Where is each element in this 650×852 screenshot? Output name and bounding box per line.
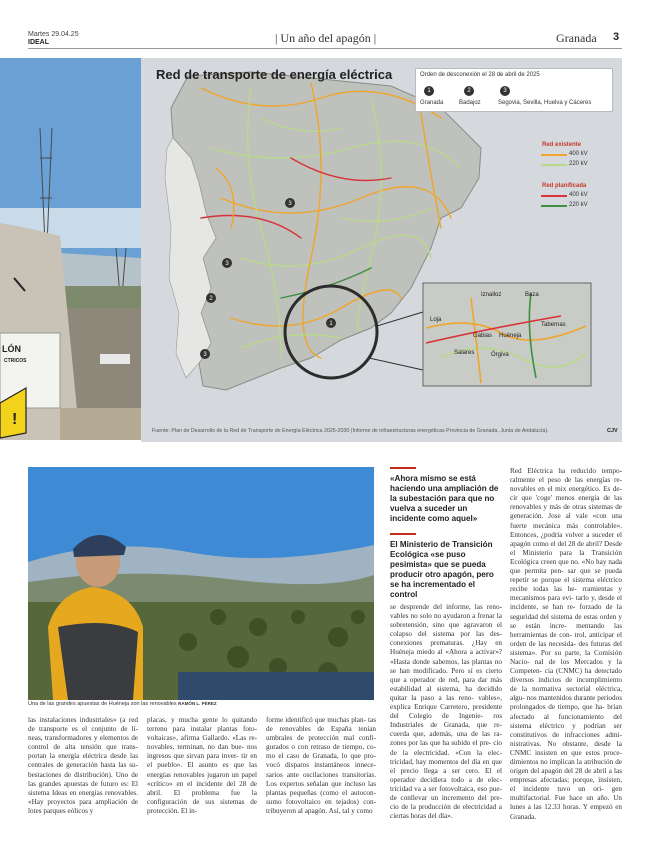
caption-credit: RAMÓN L. PÉREZ	[178, 701, 217, 706]
inset-place-hueneja: Huéneja	[499, 333, 522, 339]
article-col-1	[28, 716, 138, 816]
header-rule	[28, 48, 622, 49]
hueneja-photo	[28, 467, 374, 700]
order-heading: Orden de desconexión el 28 de abril de 2025	[420, 72, 540, 78]
map-credit: CJV	[607, 428, 618, 434]
spain-grid-map	[141, 58, 622, 442]
article-col-3	[266, 716, 376, 816]
inset-place-loja: Loja	[430, 317, 442, 323]
inset-place-baza: Baza	[525, 292, 539, 298]
inset-place-tabernas: Tabernas	[541, 322, 566, 328]
photo-caption	[28, 701, 217, 707]
order-badge-1: 1	[424, 86, 434, 96]
marker-3c: 3	[203, 352, 207, 358]
svg-text:!: !	[12, 411, 18, 428]
inset-place-iznalloz: Iznalloz	[481, 292, 502, 298]
hueneja-photo-art	[28, 467, 374, 700]
sign-text: LÓN	[2, 344, 21, 354]
marker-3b: 3	[225, 261, 229, 267]
article-col-2	[147, 716, 257, 816]
city-label: Granada	[556, 31, 597, 45]
legend-existing-400-swatch	[541, 154, 567, 156]
legend-planned-title: Red planificada	[542, 183, 587, 189]
legend-existing-400-label: 400 kV	[569, 151, 588, 157]
legend-existing-title: Red existente	[542, 142, 582, 148]
quote2-bar	[390, 533, 416, 535]
col3-text: forme identificó que muchas plan- tas de renovables de España tenían umbrales de protección mal confi- gurados o con retraso de tiempo, co- mo el caso de Granada, lo que pro- vocó disparos instantáneos innece- sarios ante oscilaciones transitorias. Los expertos señalan que incluso las plantas pequeñas (como el autocon- sumo fotovoltaico en tejados) con- tribuyeron al apagón. Así, tal y como	[266, 716, 376, 815]
map-title: Red de transporte de energía eléctrica	[156, 67, 393, 82]
order-badge-3: 3	[500, 86, 510, 96]
quote1-bar	[390, 467, 416, 469]
map-source: Fuente: Plan de Desarrollo de la Red de Transporte de Energía Eléctrica 2025-2030 (Informe de infraestructuras energéticas Provincia de Granada, Junta de Andalucía).	[152, 428, 549, 434]
order-label-3: Segovia, Sevilla, Huelva y Cáceres	[498, 100, 592, 106]
issue-date: Martes 29.04.25	[28, 31, 79, 38]
article-col-5	[510, 467, 622, 822]
inset-place-gabias: Gabias	[473, 333, 493, 339]
substation-photo-art	[0, 58, 141, 440]
map-panel	[141, 58, 622, 442]
order-label-2: Badajoz	[459, 100, 481, 106]
legend-planned-220-label: 220 kV	[569, 202, 588, 208]
legend-planned-400-swatch	[541, 195, 567, 197]
pull-quote-2: El Ministerio de Transición Ecológica «se puso pesimista» que se pueda producir otro apagón, pero se ha incrementado el control	[390, 540, 494, 599]
marker-2: 2	[209, 296, 213, 302]
sign-subtext: CTRICOS	[4, 358, 27, 364]
article-col-4	[390, 603, 502, 821]
substation-photo	[0, 58, 141, 440]
col4-text: se desprende del informe, las reno- vables no solo no ayudaron a frenar la sobretensión, sino que agravaron el colapso del sistema por las des- conexiones prematuras. ¿Hay en Huéneja miedo al «Ahora a activar»? «Hasta donde sabemos, las plantas no se han modificado. Pero sí es cierto que a operador de red, para dar más estabilidad al sistema, ha decidido quitar la paso a las reno- vables», explica Enrique Carretero, presidente del Colegio de Ingenie- ros Industriales de Granada, que re- cuerda que, además, una de las ra- zones por las que ha subido el pre- cio de la electricidad. «Con la elec- tricidad, hay momentos del día en que el precio llega a ser cero. El el operador decidiera todo a de elec- tricidad va a ser fotovoltaica, eso pue- de conllevar un incremento del pre- cio de la producción de electricidad a ciertas horas del día».	[390, 603, 502, 821]
page-number: 3	[613, 31, 620, 43]
order-label-1: Granada	[420, 100, 444, 106]
legend-planned-220-swatch	[541, 205, 567, 207]
col2-text: placas, y mucha gente lo quitando terreno para instalar plantas foto- voltaicas», afirma Gallardo. «Las re- novables, terminan, no dan bue- nos ingresos que sirvan para inver- tir en el pueblo». El asunto es que las energías renovables jugaron un papel «crítico» en el incidente del 28 de abril. El problema fue la configuración de sus sistemas de protección. El in-	[147, 716, 257, 815]
caption-text: Una de las grandes apuestas de Huéneja son las renovables	[28, 701, 177, 707]
section-title: | Un año del apagón |	[275, 31, 377, 45]
newspaper-name: IDEAL	[28, 39, 49, 46]
legend-planned-400-label: 400 kV	[569, 192, 588, 198]
pull-quote-1: «Ahora mismo se está haciendo una ampliación de la subestación para que no vuelva a suceder un incidente como aquel»	[390, 474, 499, 523]
inset-place-orgiva: Órgiva	[491, 352, 509, 358]
col5-text: Red Eléctrica ha reducido tempo- ralmente el peso de las energías re- novables en el mix energético. Es de- cir que 'coge' menos energía de las renovables y más de otras sistemas de generación. Jose al vale «con una fuerte mecánica más controlable». Entonces, ¿podría volver a suceder el apagón como el del 28 de abril? Desde el Ministerio para la Transición Ecológica creen que no. «No hay nada que permita pen- sar que se pueda repetir se porque el sistema eléctrico recibe todas las he- rramientas y mecanismos para evi- tarlo y, desde el incidente, se han re- forzado de la seguridad del sistema de estas orden y se están incre- mentando las herramientas de con- trol, anticipar el orden de las necesida- des futuras del sistema». Por su parte, la Comisión Nacio- nal de los Mercados y la Competen- cia (CNMC) ha detectado diversos indicios de incumplimiento de la normativa sectorial eléctrica, algu- nos mantenidos durante periodos prolongados de tiempo, que ha- brían afectado al funcionamiento del sistema eléctrico y podrían ser constitutivos de infracciones admi- nistrativas. No obstante, desde la CNMC insisten en que estos proce- dimientos no implican la atribución de origen del apagón del 28 de abril a las empresas afectadas; porque, insisten, el incidente tuvo un ori- gen multifactorial. Fue hace un año. Un lunes a las 12.33 horas. Y empezó en Granada.	[510, 467, 622, 821]
legend-existing-220-label: 220 kV	[569, 161, 588, 167]
order-badge-2: 2	[464, 86, 474, 96]
disconnection-order-box	[415, 68, 613, 112]
col1-text: las instalaciones industriales» (a red de transporte es el conjunto de lí- neas, transformadores y elementos de control de alta tensión que trans- portan la energía eléctrica desde las centrales de generación hasta las su- bestaciones de distribución). Uno de las grandes apuestas de futuro es: El sistema Ideas en energías renovables. «Hay proyectos para ampliación de lotes parques eólicos y	[28, 716, 138, 815]
legend-existing-220-swatch	[541, 164, 567, 166]
inset-place-salares: Salares	[454, 350, 475, 356]
marker-1: 1	[329, 321, 333, 327]
marker-3a: 3	[288, 201, 292, 207]
